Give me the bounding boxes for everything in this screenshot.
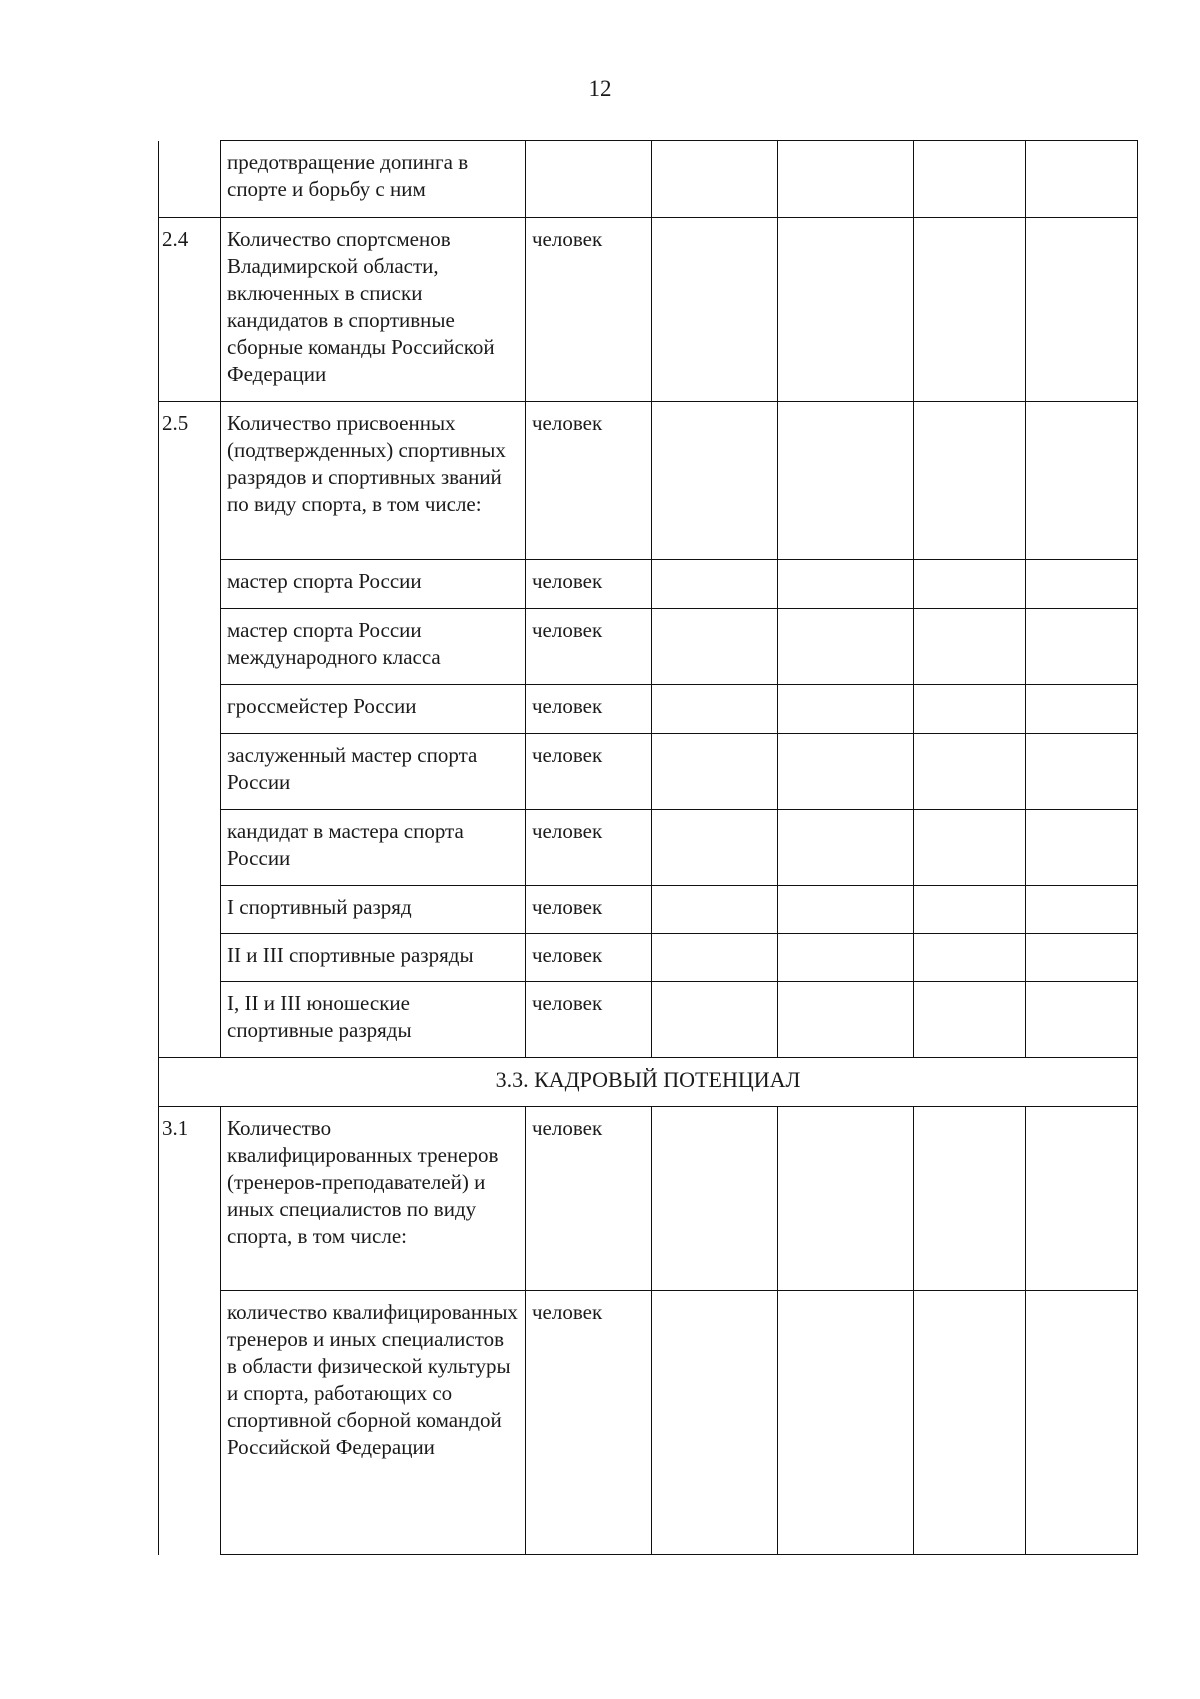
indicators-table [158,140,1138,1555]
row-number: 2.4 [159,218,221,402]
row-number [159,982,221,1058]
row-number [159,734,221,810]
value-cell [1026,609,1138,685]
unit-cell: человек [526,685,652,734]
section-header-row [159,1058,1138,1107]
value-cell [778,1291,914,1555]
unit-cell [526,141,652,218]
value-cell [1026,218,1138,402]
value-cell [652,218,778,402]
value-cell [778,141,914,218]
table-row [159,560,1138,609]
value-cell [778,810,914,886]
value-cell [914,982,1026,1058]
indicator-name: I, II и III юношеские спортивные разряды [221,982,526,1058]
value-cell [778,402,914,560]
value-cell [1026,734,1138,810]
value-cell [1026,402,1138,560]
table-row [159,886,1138,934]
row-number [159,141,221,218]
indicator-name: заслуженный мастер спорта России [221,734,526,810]
value-cell [1026,560,1138,609]
value-cell [652,560,778,609]
value-cell [778,982,914,1058]
unit-cell: человек [526,218,652,402]
value-cell [914,560,1026,609]
table-row [159,141,1138,218]
indicator-name: Количество присвоенных (подтвержденных) спортивных разрядов и спортивных званий по виду спорта, в том числе: [221,402,526,560]
row-number [159,886,221,934]
unit-cell: человек [526,734,652,810]
value-cell [652,886,778,934]
unit-cell: человек [526,1107,652,1291]
page-number: 12 [588,76,612,101]
value-cell [778,1107,914,1291]
table-row [159,934,1138,982]
value-cell [652,609,778,685]
value-cell [914,886,1026,934]
value-cell [778,560,914,609]
value-cell [778,734,914,810]
value-cell [652,402,778,560]
value-cell [1026,886,1138,934]
unit-cell: человек [526,560,652,609]
table-row [159,609,1138,685]
row-number [159,560,221,609]
value-cell [914,934,1026,982]
value-cell [778,934,914,982]
indicator-name: предотвращение допинга в спорте и борьбу с ним [221,141,526,218]
table-row [159,1107,1138,1291]
value-cell [914,609,1026,685]
value-cell [914,141,1026,218]
value-cell [1026,1291,1138,1555]
value-cell [1026,982,1138,1058]
unit-cell: человек [526,886,652,934]
unit-cell: человек [526,982,652,1058]
value-cell [778,609,914,685]
value-cell [778,218,914,402]
value-cell [1026,810,1138,886]
indicator-name: мастер спорта России международного класса [221,609,526,685]
value-cell [652,810,778,886]
value-cell [652,934,778,982]
value-cell [914,810,1026,886]
value-cell [914,734,1026,810]
value-cell [652,685,778,734]
indicator-name: I спортивный разряд [221,886,526,934]
indicator-name: II и III спортивные разряды [221,934,526,982]
table-row [159,734,1138,810]
table-row [159,402,1138,560]
row-number [159,1291,221,1555]
row-number: 2.5 [159,402,221,560]
value-cell [914,218,1026,402]
row-number [159,810,221,886]
indicator-name: кандидат в мастера спорта России [221,810,526,886]
value-cell [652,734,778,810]
unit-cell: человек [526,934,652,982]
value-cell [778,685,914,734]
row-number: 3.1 [159,1107,221,1291]
section-title: 3.3. КАДРОВЫЙ ПОТЕНЦИАЛ [159,1058,1138,1107]
indicator-name: мастер спорта России [221,560,526,609]
unit-cell: человек [526,402,652,560]
table-row [159,1291,1138,1555]
value-cell [652,982,778,1058]
unit-cell: человек [526,1291,652,1555]
indicator-name: Количество спортсменов Владимирской области, включенных в списки кандидатов в спортивные сборные команды Российской Федерации [221,218,526,402]
value-cell [652,1291,778,1555]
value-cell [914,1107,1026,1291]
unit-cell: человек [526,810,652,886]
value-cell [914,1291,1026,1555]
value-cell [1026,141,1138,218]
value-cell [652,1107,778,1291]
table-row [159,982,1138,1058]
value-cell [1026,934,1138,982]
value-cell [914,402,1026,560]
indicator-name: количество квалифицированных тренеров и иных специалистов в области физической культуры и спорта, работающих со спортивной сборной командой Российской Федерации [221,1291,526,1555]
table-row [159,218,1138,402]
table-row [159,685,1138,734]
table-row [159,810,1138,886]
value-cell [652,141,778,218]
indicator-name: гроссмейстер России [221,685,526,734]
indicator-name: Количество квалифицированных тренеров (тренеров-преподавателей) и иных специалистов по виду спорта, в том числе: [221,1107,526,1291]
value-cell [778,886,914,934]
unit-cell: человек [526,609,652,685]
value-cell [1026,1107,1138,1291]
value-cell [914,685,1026,734]
row-number [159,934,221,982]
row-number [159,609,221,685]
value-cell [1026,685,1138,734]
row-number [159,685,221,734]
